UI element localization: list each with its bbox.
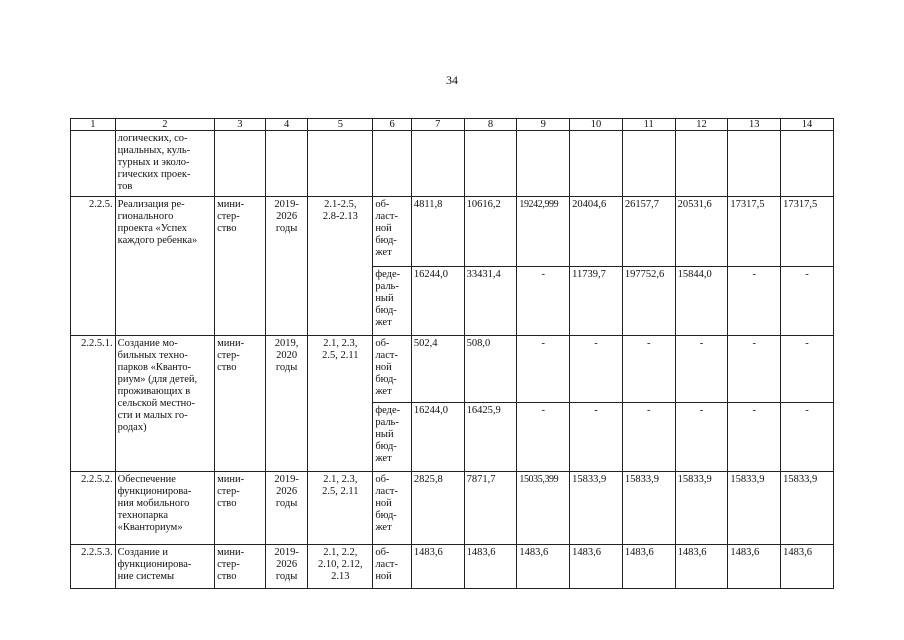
funding-source-cell: об- ласт- ной бюд- жет [373,472,412,545]
funding-source-cell: об- ласт- ной бюд- жет [373,197,412,267]
header-cell: 9 [517,119,570,131]
page-number: 34 [446,73,458,87]
value-cell: 15844,0 [675,267,728,336]
header-cell: 2 [115,119,214,131]
table-row [71,472,834,545]
period-cell: 2019- 2026 годы [265,472,308,545]
value-cell: - [728,403,781,472]
value-cell: 15833,9 [728,472,781,545]
value-cell: 16244,0 [411,267,464,336]
value-cell: 11739,7 [570,267,623,336]
value-cell: - [622,336,675,403]
header-row [71,119,834,131]
value-cell: 1483,6 [781,545,834,589]
value-cell: 16244,0 [411,403,464,472]
value-cell: 20404,6 [570,197,623,267]
value-cell: 20531,6 [675,197,728,267]
value-cell: 15833,9 [675,472,728,545]
funding-source-cell: об- ласт- ной бюд- жет [373,336,412,403]
header-cell: 10 [570,119,623,131]
header-cell: 6 [373,119,412,131]
indicators-cell: 2.1, 2.3, 2.5, 2.11 [308,472,373,545]
executor-cell: мини- стер- ство [215,197,266,336]
name-cell: логических, со- циальных, куль- турных и эколо- гических проек- тов [115,131,214,197]
header-cell: 12 [675,119,728,131]
funding-source-cell: феде- раль- ный бюд- жет [373,267,412,336]
code-cell: 2.2.5.1. [71,336,116,472]
value-cell: 502,4 [411,336,464,403]
header-cell: 4 [265,119,308,131]
value-cell: - [781,403,834,472]
value-cell: 1483,6 [411,545,464,589]
code-cell: 2.2.5. [71,197,116,336]
value-cell: 1483,6 [570,545,623,589]
value-cell: 4811,8 [411,197,464,267]
indicators-cell: 2.1-2.5, 2.8-2.13 [308,197,373,336]
indicators-cell: 2.1, 2.3, 2.5, 2.11 [308,336,373,472]
table-row [71,131,834,197]
value-cell: 15833,9 [781,472,834,545]
header-cell: 14 [781,119,834,131]
table-row [71,545,834,589]
value-cell: - [728,336,781,403]
value-cell: - [622,403,675,472]
period-cell: 2019, 2020 годы [265,336,308,472]
value-cell: - [517,336,570,403]
value-cell: - [517,403,570,472]
value-cell: 19242,999 [517,197,570,267]
value-cell: 1483,6 [622,545,675,589]
header-cell: 13 [728,119,781,131]
period-cell: 2019- 2026 годы [265,545,308,589]
value-cell: 15833,9 [570,472,623,545]
name-cell: Создание мо- бильных техно- парков «Кванто- риум» (для детей, проживающих в сельской местно- сти и малых го- родах) [115,336,214,472]
program-table [70,118,834,589]
executor-cell: мини- стер- ство [215,336,266,472]
value-cell: 1483,6 [517,545,570,589]
value-cell: - [570,336,623,403]
value-cell: 1483,6 [675,545,728,589]
value-cell: - [781,336,834,403]
value-cell: 197752,6 [622,267,675,336]
header-cell: 8 [464,119,517,131]
header-cell: 11 [622,119,675,131]
value-cell: 15035,399 [517,472,570,545]
value-cell: 15833,9 [622,472,675,545]
name-cell: Создание и функционирова- ние системы [115,545,214,589]
value-cell: 10616,2 [464,197,517,267]
code-cell [71,131,116,197]
value-cell: - [675,336,728,403]
executor-cell: мини- стер- ство [215,545,266,589]
header-cell: 1 [71,119,116,131]
value-cell: - [728,267,781,336]
table-row [71,197,834,267]
code-cell: 2.2.5.3. [71,545,116,589]
value-cell: 2825,8 [411,472,464,545]
table-row [71,336,834,403]
header-cell: 5 [308,119,373,131]
value-cell: 17317,5 [781,197,834,267]
name-cell: Реализация ре- гионального проекта «Успех каждого ребенка» [115,197,214,336]
code-cell: 2.2.5.2. [71,472,116,545]
value-cell: 7871,7 [464,472,517,545]
value-cell: 16425,9 [464,403,517,472]
value-cell: 1483,6 [728,545,781,589]
funding-source-cell: феде- раль- ный бюд- жет [373,403,412,472]
value-cell: 1483,6 [464,545,517,589]
value-cell: 26157,7 [622,197,675,267]
name-cell: Обеспечение функционирова- ния мобильного технопарка «Кванториум» [115,472,214,545]
funding-source-cell: об- ласт- ной [373,545,412,589]
value-cell: - [675,403,728,472]
value-cell: - [517,267,570,336]
header-cell: 3 [215,119,266,131]
indicators-cell: 2.1, 2.2, 2.10, 2.12, 2.13 [308,545,373,589]
value-cell: - [570,403,623,472]
period-cell: 2019- 2026 годы [265,197,308,336]
executor-cell: мини- стер- ство [215,472,266,545]
value-cell: 508,0 [464,336,517,403]
value-cell: 33431,4 [464,267,517,336]
header-cell: 7 [411,119,464,131]
value-cell: 17317,5 [728,197,781,267]
value-cell: - [781,267,834,336]
